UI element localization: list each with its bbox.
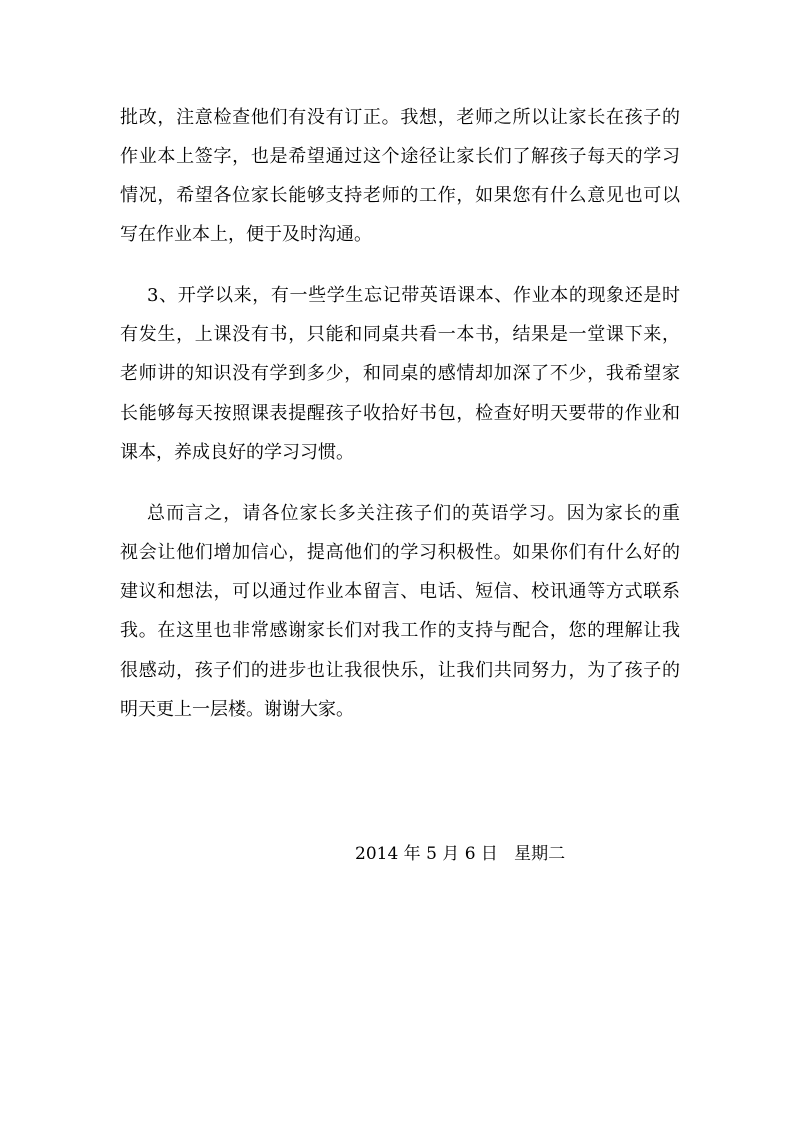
text-line: 我。在这里也非常感谢家长们对我工作的支持与配合，您的理解让我 (120, 620, 680, 641)
text-line: 视会让他们增加信心，提高他们的学习积极性。如果你们有什么好的 (120, 542, 680, 563)
text-line: 建议和想法，可以通过作业本留言、电话、短信、校讯通等方式联系 (120, 581, 680, 602)
text-line: 老师讲的知识没有学到多少，和同桌的感情却加深了不少，我希望家 (120, 363, 680, 384)
text-line: 批改，注意检查他们有没有订正。我想，老师之所以让家长在孩子的 (120, 107, 680, 128)
text-line: 很感动，孩子们的进步也让我很快乐，让我们共同努力，为了孩子的 (120, 660, 680, 681)
date-line: 2014 年 5 月 6 日 星期二 (355, 844, 566, 864)
text-line: 有发生，上课没有书，只能和同桌共看一本书，结果是一堂课下来， (120, 324, 680, 345)
text-line: 总而言之，请各位家长多关注孩子们的英语学习。因为家长的重 (147, 503, 680, 524)
text-line: 3、开学以来，有一些学生忘记带英语课本、作业本的现象还是时 (147, 285, 680, 306)
text-line: 情况，希望各位家长能够支持老师的工作，如果您有什么意见也可以 (120, 185, 680, 206)
text-line: 长能够每天按照课表提醒孩子收拾好书包，检查好明天要带的作业和 (120, 403, 680, 424)
text-line: 写在作业本上，便于及时沟通。 (120, 224, 372, 245)
text-line: 作业本上签字，也是希望通过这个途径让家长们了解孩子每天的学习 (120, 146, 680, 167)
text-line: 课本，养成良好的学习习惯。 (120, 442, 354, 463)
text-line: 明天更上一层楼。谢谢大家。 (120, 699, 354, 720)
